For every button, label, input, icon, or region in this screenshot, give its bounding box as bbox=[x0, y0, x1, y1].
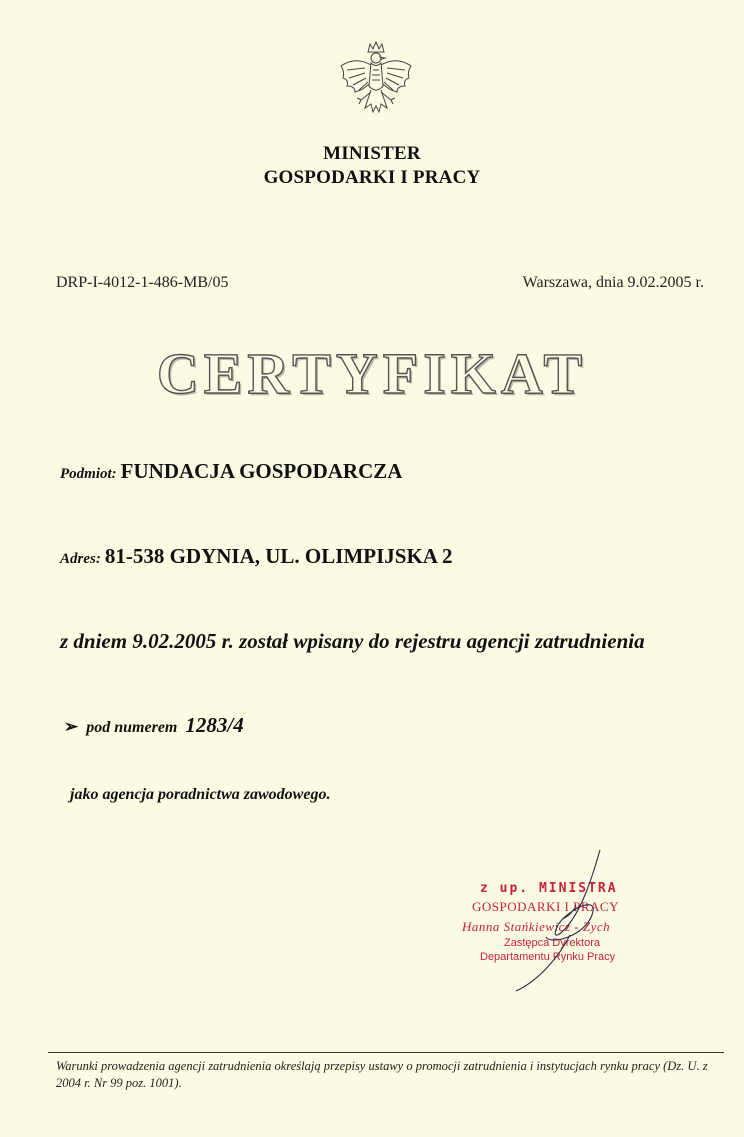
stamp-line-department: Departamentu Rynku Pracy bbox=[480, 951, 616, 963]
address-value: 81-538 GDYNIA, UL. OLIMPIJSKA 2 bbox=[104, 544, 453, 568]
place-and-date: Warszawa, dnia 9.02.2005 r. bbox=[522, 274, 704, 291]
subject-label: Podmiot: bbox=[60, 466, 117, 482]
subject-row bbox=[60, 459, 402, 484]
subject-value: FUNDACJA GOSPODARCZA bbox=[120, 459, 403, 483]
stamp-line-authority: z up. MINISTRA bbox=[480, 881, 618, 896]
arrow-bullet-icon: ➢ bbox=[64, 717, 79, 736]
registry-number-row bbox=[64, 713, 244, 738]
stamp-line-position: Zastępca Dyrektora bbox=[504, 937, 600, 949]
footer-legal-note: Warunki prowadzenia agencji zatrudnienia określają przepisy ustawy o promocji zatrudnienia i instytucjach rynku pracy (Dz. U. z 2004 r. Nr 99 poz. 1001). bbox=[56, 1059, 708, 1090]
registration-statement: z dniem 9.02.2005 r. został wpisany do rejestru agencji zatrudnienia bbox=[60, 629, 645, 653]
reference-number: DRP-I-4012-1-486-MB/05 bbox=[56, 274, 229, 291]
eagle-emblem-icon bbox=[335, 38, 417, 124]
address-label: Adres: bbox=[60, 551, 101, 567]
stamp-line-ministry: GOSPODARKI I PRACY bbox=[472, 899, 619, 914]
official-stamp bbox=[450, 845, 660, 995]
stamp-line-name: Hanna Stańkiewicz - Zych bbox=[462, 919, 611, 934]
ministry-subtitle: GOSPODARKI I PRACY bbox=[263, 167, 481, 188]
handwritten-signature bbox=[450, 845, 660, 995]
registry-number-value: 1283/4 bbox=[185, 713, 244, 737]
footer-divider bbox=[48, 1052, 724, 1053]
certificate-title: CERTYFIKAT bbox=[156, 341, 588, 406]
registry-number-label: pod numerem bbox=[86, 719, 178, 736]
ministry-title: MINISTER bbox=[323, 143, 421, 164]
address-row bbox=[60, 544, 453, 569]
agency-type: jako agencja poradnictwa zawodowego. bbox=[70, 786, 331, 803]
